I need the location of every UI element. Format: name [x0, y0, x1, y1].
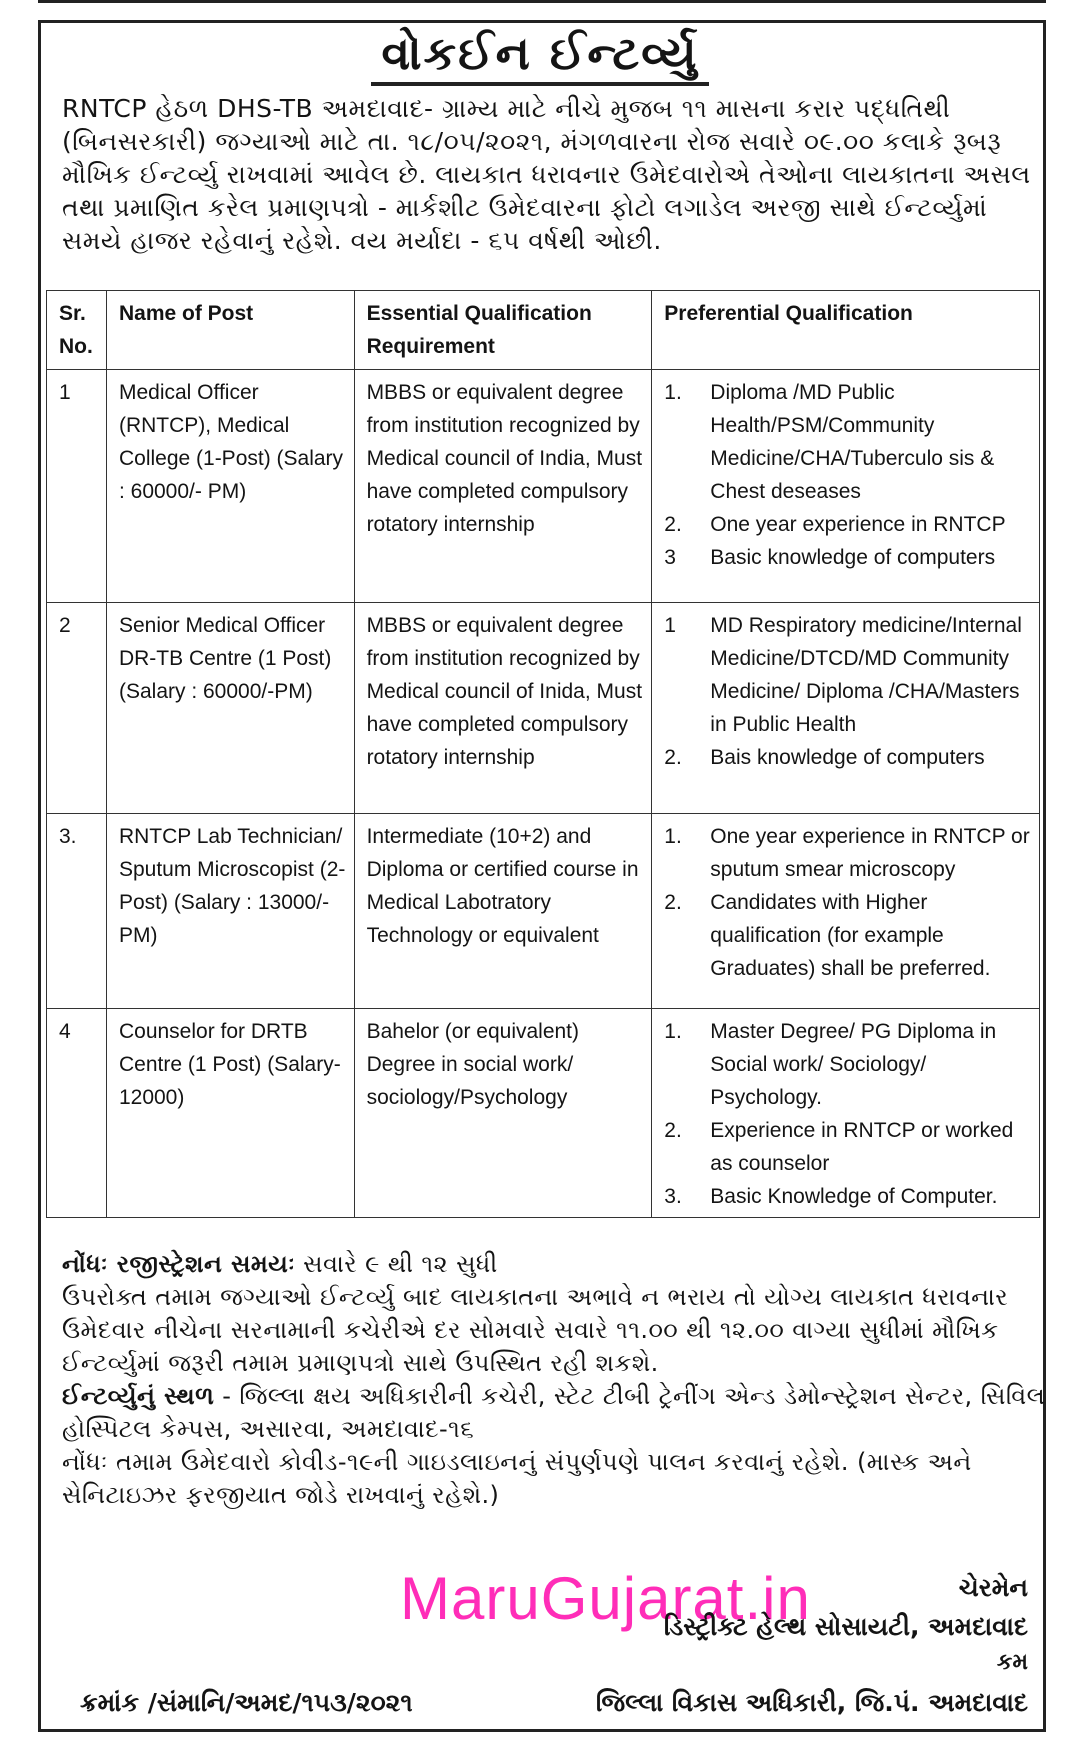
pref-item [664, 376, 1031, 508]
cell-post: RNTCP Lab Technician/ Sputum Microscopist (2-Post) (Salary : 13000/-PM) [106, 814, 354, 1009]
cell-sr: 4 [47, 1009, 107, 1218]
pref-num: 1. [664, 381, 682, 404]
notes-section [62, 1248, 1052, 1512]
registration-time: સવારે ૯ થી ૧૨ સુધી [295, 1250, 498, 1278]
header-essential: Essential Qualification Requirement [354, 291, 652, 370]
pref-num: 2. [664, 513, 682, 536]
table-row [47, 1009, 1040, 1218]
top-rule [38, 0, 1046, 3]
table-row [47, 370, 1040, 603]
pref-item [664, 886, 1031, 985]
pref-item [664, 1180, 1031, 1213]
pref-num: 3 [664, 546, 676, 569]
cell-preferential [652, 1009, 1040, 1218]
pref-item [664, 741, 1031, 774]
pref-text: One year experience in RNTCP or sputum smear microscopy [710, 825, 1030, 881]
walkin-note: ઉપરોક્ત તમામ જગ્યાઓ ઈન્ટર્વ્યુ બાદ લાયકાતના અભાવે ન ભરાય તો યોગ્ય લાયકાત ધરાવનાર ઉમેદવાર નીચેના સરનામાની કચેરીએ દર સોમવારે સવારે ૧૧.૦૦ થી ૧૨.૦૦ વાગ્યા સુધીમાં મૌખિક ઈન્ટર્વ્યુમાં જરૂરી તમામ પ્રમાણપત્રો સાથે ઉપસ્થિત રહી શકશે. [62, 1283, 1009, 1377]
pref-item [664, 1015, 1031, 1114]
pref-text: Basic knowledge of computers [710, 546, 996, 569]
pref-item [664, 508, 1031, 541]
header-sr-no: Sr. No. [47, 291, 107, 370]
pref-num: 2. [664, 891, 682, 914]
pref-num: 1. [664, 1020, 682, 1043]
watermark: MaruGujarat.in [400, 1565, 811, 1632]
cell-sr: 2 [47, 603, 107, 814]
pref-item [664, 820, 1031, 886]
signatory-title: ચેરમેન [958, 1573, 1028, 1602]
pref-num: 1. [664, 825, 682, 848]
venue-address: - જિલ્લા ક્ષય અધિકારીની કચેરી, સ્ટેટ ટીબી ટ્રેનીંગ એન્ડ ડેમોન્સ્ટ્રેશન સેન્ટર, સિવિલ હોસ્પિટલ કેમ્પસ, અસારવા, અમદાવાદ-૧૬ [62, 1382, 1046, 1443]
cell-post: Medical Officer (RNTCP), Medical College (1-Post) (Salary : 60000/- PM) [106, 370, 354, 603]
cell-post: Senior Medical Officer DR-TB Centre (1 Post) (Salary : 60000/-PM) [106, 603, 354, 814]
intro-paragraph: RNTCP હેઠળ DHS-TB અમદાવાદ- ગ્રામ્ય માટે નીચે મુજબ ૧૧ માસના કરાર પદ્ધતિથી (બિનસરકારી) જગ્યાઓ માટે તા. ૧૮/૦૫/૨૦૨૧, મંગળવારના રોજ સવારે ૦૯.૦૦ કલાકે રૂબરૂ મૌખિક ઈન્ટર્વ્યુ રાખવામાં આવેલ છે. લાયકાત ધરાવનાર ઉમેદવારોએ તેઓના લાયકાતના અસલ તથા પ્રમાણિત કરેલ પ્રમાણપત્રો - માર્કશીટ ઉમેદવારના ફોટો લગાડેલ અરજી સાથે ઈન્ટર્વ્યુમાં સમયે હાજર રહેવાનું રહેશે. વય મર્યાદા - ૬૫ વર્ષથી ઓછી. [62, 94, 1031, 255]
cell-essential: MBBS or equivalent degree from institution recognized by Medical council of India, Must have completed compulsory rotatory internship [354, 370, 652, 603]
signatory-org: ડિસ્ટ્રીક્ટ હેલ્થ સોસાયટી, અમદાવાદ [663, 1612, 1028, 1641]
signatory-office: જિલ્લા વિકાસ અધિકારી, જિ.પં. અમદાવાદ [595, 1688, 1028, 1717]
cell-essential: Intermediate (10+2) and Diploma or certified course in Medical Labotratory Technology or equivalent [354, 814, 652, 1009]
pref-text: Experience in RNTCP or worked as counselor [710, 1119, 1014, 1175]
cell-preferential [652, 370, 1040, 603]
cell-post: Counselor for DRTB Centre (1 Post) (Salary-12000) [106, 1009, 354, 1218]
pref-text: Bais knowledge of computers [710, 746, 985, 769]
notice-title: વોકઈન ઈન્ટર્વ્યુ [0, 26, 1080, 82]
header-post-name: Name of Post [106, 291, 354, 370]
table-row [47, 814, 1040, 1009]
pref-text: Master Degree/ PG Diploma in Social work/ Sociology/ Psychology. [710, 1020, 997, 1109]
pref-num: 2. [664, 1119, 682, 1142]
registration-label: નોંધઃ રજીસ્ટ્રેશન સમયઃ [62, 1250, 296, 1278]
cell-essential: MBBS or equivalent degree from institution recognized by Medical council of Inida, Must have completed compulsory rotatory internship [354, 603, 652, 814]
cell-preferential [652, 814, 1040, 1009]
cell-essential: Bahelor (or equivalent) Degree in social work/ sociology/Psychology [354, 1009, 652, 1218]
pref-num: 1 [664, 614, 676, 637]
pref-item [664, 1114, 1031, 1180]
pref-text: Diploma /MD Public Health/PSM/Community Medicine/CHA/Tuberculo sis & Chest deseases [710, 381, 995, 503]
venue-note [62, 1380, 1052, 1446]
cell-sr: 1 [47, 370, 107, 603]
registration-note [62, 1248, 1052, 1281]
signatory-cum: કમ [996, 1650, 1028, 1675]
pref-num: 2. [664, 746, 682, 769]
table-header-row [47, 291, 1040, 370]
pref-text: One year experience in RNTCP [710, 513, 1006, 536]
venue-label: ઈન્ટર્વ્યુનું સ્થળ [62, 1382, 215, 1410]
posts-table [46, 290, 1040, 1218]
pref-num: 3. [664, 1185, 682, 1208]
cell-preferential [652, 603, 1040, 814]
pref-item [664, 609, 1031, 741]
pref-text: Basic Knowledge of Computer. [710, 1185, 998, 1208]
header-preferential: Preferential Qualification [652, 291, 1040, 370]
reference-number: ક્રમાંક /સંમાનિ/અમદ/૧૫૩/૨૦૨૧ [80, 1688, 413, 1717]
pref-text: MD Respiratory medicine/Internal Medicine/DTCD/MD Community Medicine/ Diploma /CHA/Masters in Public Health [710, 614, 1022, 736]
pref-item [664, 541, 1031, 574]
cell-sr: 3. [47, 814, 107, 1009]
table-row [47, 603, 1040, 814]
pref-text: Candidates with Higher qualification (for example Graduates) shall be preferred. [710, 891, 991, 980]
covid-note: નોંધઃ તમામ ઉમેદવારો કોવીડ-૧૯ની ગાઇડલાઇનનું સંપુર્ણપણે પાલન કરવાનું રહેશે. (માસ્ક અને સેનિટાઇઝર ફરજીયાત જોડે રાખવાનું રહેશે.) [62, 1448, 972, 1509]
